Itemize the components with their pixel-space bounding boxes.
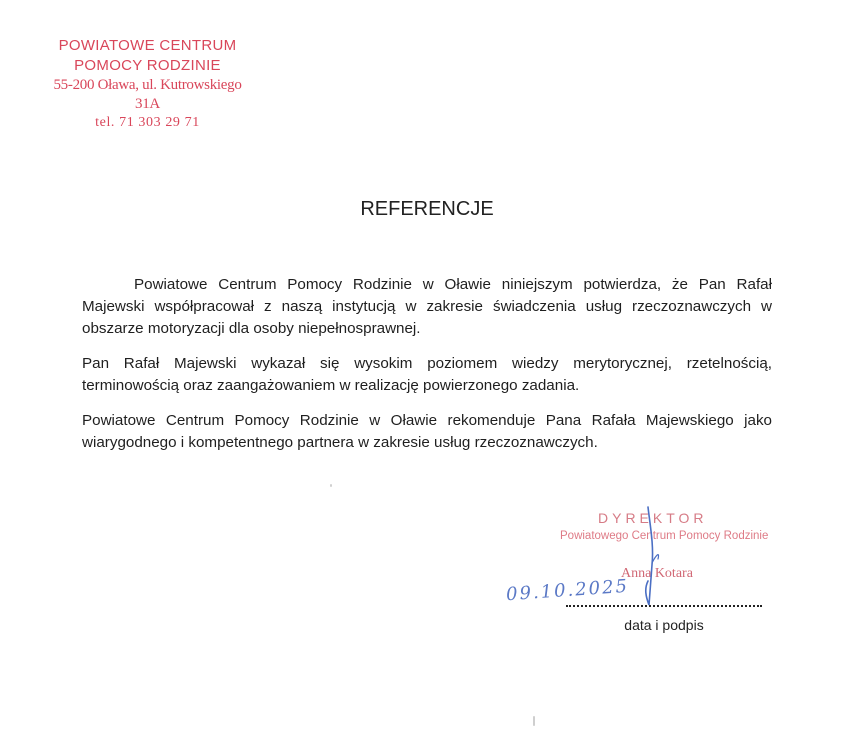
stamp-line-2: POMOCY RODZINIE <box>74 57 221 74</box>
director-stamp-title: DYREKTOR <box>598 510 708 526</box>
paper-speck <box>533 716 535 726</box>
signature-caption: data i podpis <box>624 617 704 633</box>
director-stamp-organization: Powiatowego Centrum Pomocy Rodzinie <box>560 530 769 542</box>
stamp-line-1: POWIATOWE CENTRUM <box>58 37 237 54</box>
document-title: REFERENCJE <box>360 198 494 220</box>
stamp-phone: tel. 71 303 29 71 <box>95 115 200 130</box>
paragraph-1: Powiatowe Centrum Pomocy Rodzinie w Oławie niniejszym potwierdza, że Pan Rafał Majewski współpracował z naszą instytucją w zakresie świadczenia usług rzeczoznawczych w obszarze motoryzacji dla osoby niepełnosprawnej. <box>82 276 772 337</box>
director-stamp-name: Anna Kotara <box>621 566 693 581</box>
signature-line <box>566 605 762 607</box>
stamp-address: 55-200 Oława, ul. Kutrowskiego 31A <box>53 77 242 112</box>
paper-speck <box>330 484 332 487</box>
institution-stamp <box>40 36 255 132</box>
document-body <box>82 274 772 467</box>
paragraph-3: Powiatowe Centrum Pomocy Rodzinie w Oławie rekomenduje Pana Rafała Majewskiego jako wiarygodnego i kompetentnego partnera w zakresie usług rzeczoznawczych. <box>82 412 772 451</box>
handwritten-date: 09.10.2025 <box>505 575 630 606</box>
paragraph-2: Pan Rafał Majewski wykazał się wysokim poziomem wiedzy merytorycznej, rzetelnością, terminowością oraz zaangażowaniem w realizację powierzonego zadania. <box>82 355 772 394</box>
handwritten-signature <box>600 505 680 615</box>
